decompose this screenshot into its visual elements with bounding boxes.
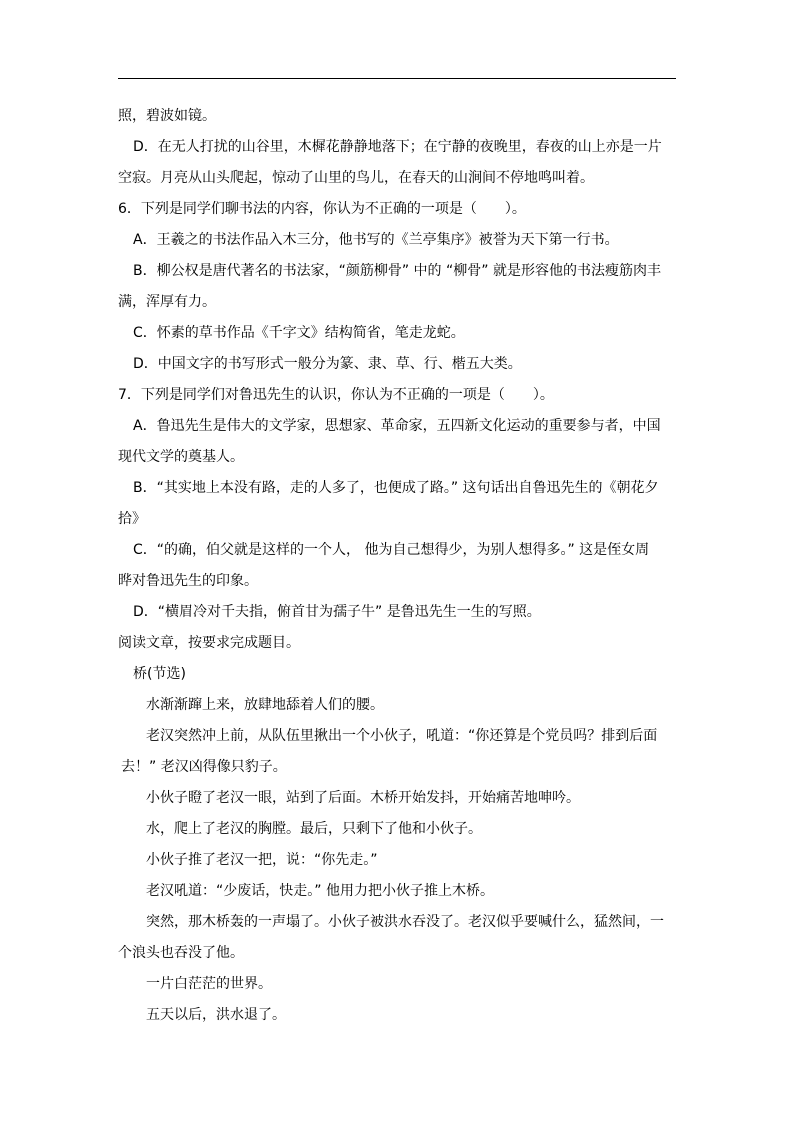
reading-paragraph: 水，爬上了老汉的胸膛。最后，只剩下了他和小伙子。 bbox=[146, 821, 482, 837]
q6-option-b-line2: 满，浑厚有力。 bbox=[118, 294, 216, 310]
reading-paragraph: 五天以后，洪水退了。 bbox=[146, 1007, 286, 1023]
reading-paragraph: 小伙子瞪了老汉一眼，站到了后面。木桥开始发抖，开始痛苦地呻吟。 bbox=[146, 790, 580, 806]
q7-option-a-line1: A．鲁迅先生是伟大的文学家，思想家、革命家，五四新文化运动的重要参与者，中国 bbox=[133, 418, 661, 434]
document-body bbox=[118, 101, 678, 1031]
q7-stem: 7．下列是同学们对鲁迅先生的认识，你认为不正确的一项是（ ）。 bbox=[118, 387, 554, 403]
prev-option-d-line1: D．在无人打扰的山谷里，木樨花静静地落下；在宁静的夜晚里，春夜的山上亦是一片 bbox=[133, 139, 662, 155]
reading-paragraph: 突然，那木桥轰的一声塌了。小伙子被洪水吞没了。老汉似乎要喊什么，猛然间，一 bbox=[146, 914, 664, 930]
q6-option-a: A．王羲之的书法作品入木三分，他书写的《兰亭集序》被誉为天下第一行书。 bbox=[133, 232, 619, 248]
reading-paragraph: 老汉突然冲上前，从队伍里揪出一个小伙子，吼道：“你还算是个党员吗？排到后面 bbox=[146, 728, 658, 744]
prev-option-d-line2: 空寂。月亮从山头爬起，惊动了山里的鸟儿，在春天的山涧间不停地鸣叫着。 bbox=[118, 170, 594, 186]
reading-paragraph-cont: 去！” 老汉凶得像只豹子。 bbox=[121, 759, 287, 775]
reading-paragraph-cont: 个浪头也吞没了他。 bbox=[118, 945, 244, 961]
q7-option-b-line1: B．“其实地上本没有路，走的人多了，也便成了路。” 这句话出自鲁迅先生的《朝花夕 bbox=[133, 480, 659, 496]
q7-option-a-line2: 现代文学的奠基人。 bbox=[118, 449, 244, 465]
q7-option-d: D．“横眉冷对千夫指，俯首甘为孺子牛” 是鲁迅先生一生的写照。 bbox=[133, 604, 541, 620]
q6-stem: 6．下列是同学们聊书法的内容，你认为不正确的一项是（ ）。 bbox=[118, 201, 526, 217]
reading-paragraph: 水渐渐蹿上来，放肆地舔着人们的腰。 bbox=[146, 697, 384, 713]
q6-option-b-line1: B．柳公权是唐代著名的书法家，“颜筋柳骨” 中的 “柳骨” 就是形容他的书法瘦筋肉丰 bbox=[133, 263, 661, 279]
reading-paragraph: 小伙子推了老汉一把，说：“你先走。” bbox=[146, 852, 378, 868]
q6-option-d: D．中国文字的书写形式一般分为篆、隶、草、行、楷五大类。 bbox=[133, 356, 522, 372]
q7-option-c-line2: 晔对鲁迅先生的印象。 bbox=[118, 573, 258, 589]
reading-paragraph: 老汉吼道：“少废话，快走。” 他用力把小伙子推上木桥。 bbox=[146, 883, 494, 899]
reading-paragraph: 一片白茫茫的世界。 bbox=[146, 976, 272, 992]
q7-option-b-line2: 拾》 bbox=[118, 511, 146, 527]
reading-title: 桥(节选) bbox=[133, 666, 186, 682]
prev-question-tail: 照，碧波如镜。 bbox=[118, 108, 216, 124]
header-rule bbox=[118, 78, 676, 79]
q6-option-c: C．怀素的草书作品《千字文》结构简省，笔走龙蛇。 bbox=[133, 325, 465, 341]
q7-option-c-line1: C．“的确，伯父就是这样的一个人， 他为自己想得少，为别人想得多。” 这是侄女周 bbox=[133, 542, 650, 558]
reading-instruction: 阅读文章，按要求完成题目。 bbox=[118, 635, 300, 651]
